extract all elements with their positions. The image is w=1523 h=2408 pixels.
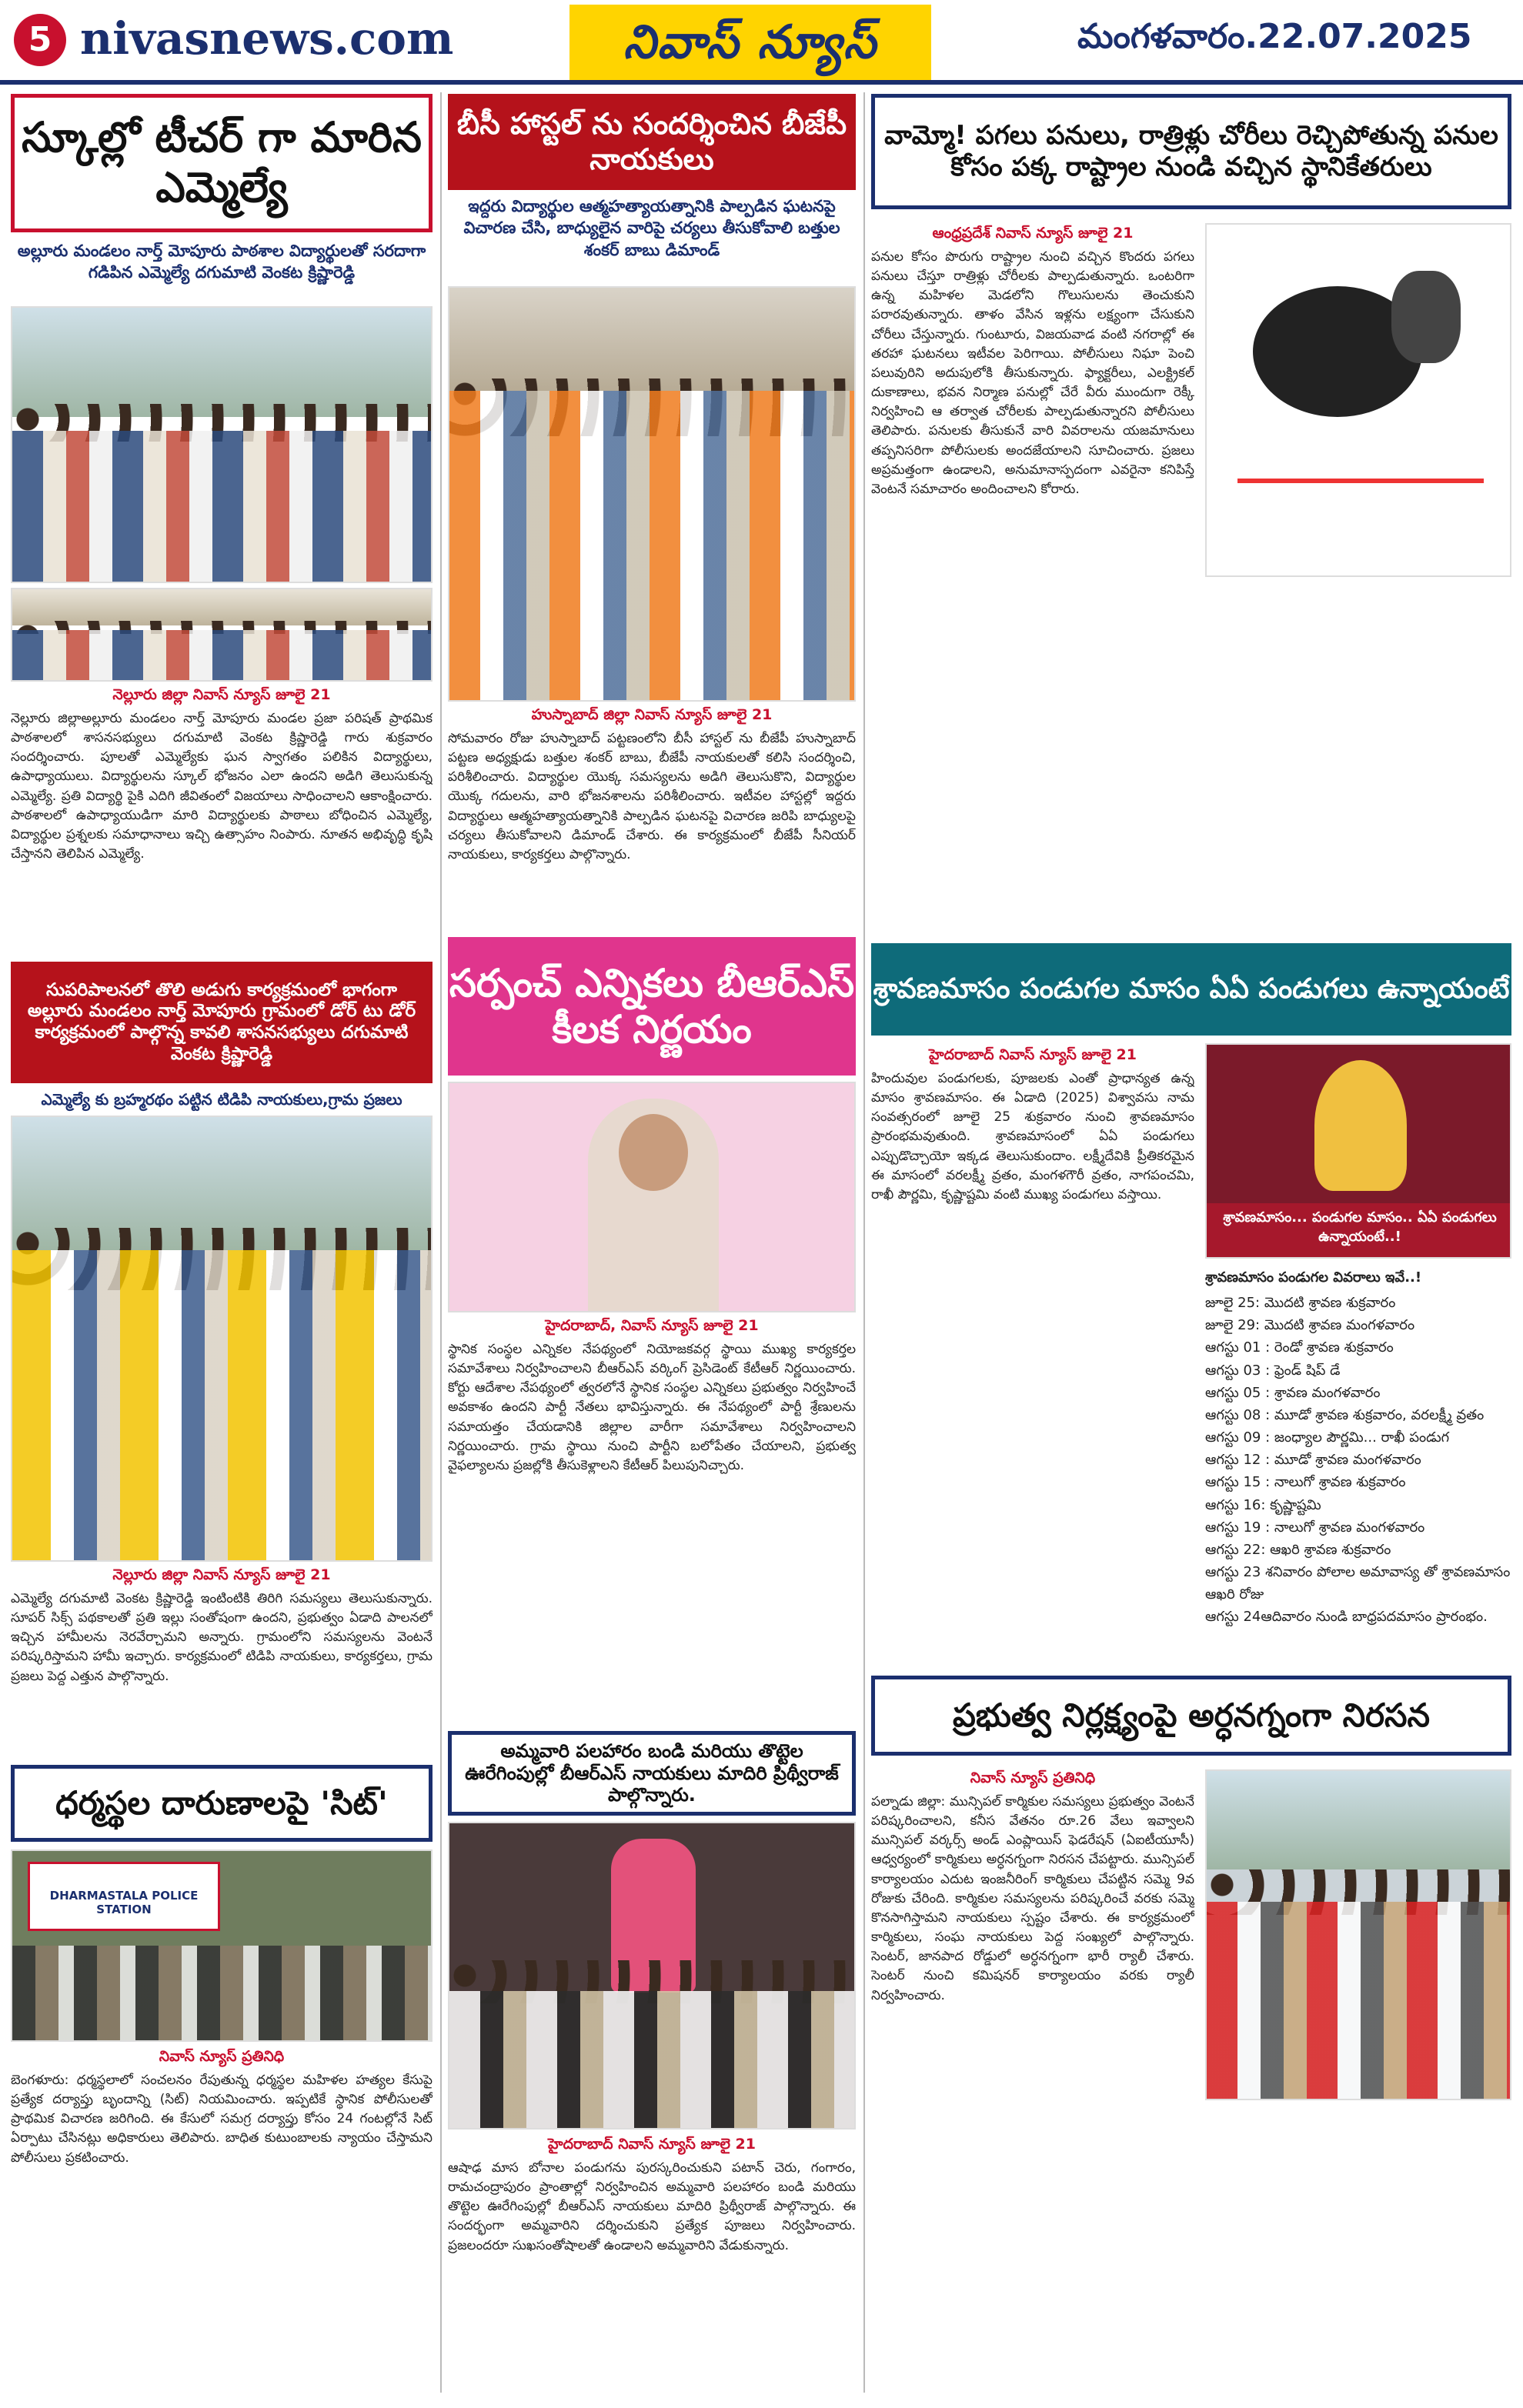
festival-item: జూలై 25: మొదటి శ్రావణ శుక్రవారం [1205,1295,1396,1312]
festival-item: ఆగస్టు 15 : నాలుగో శ్రావణ శుక్రవారం [1205,1474,1406,1491]
dateline: నివాస్ న్యూస్ ప్రతినిధి [159,2048,285,2065]
dateline: హుస్నాబాద్ జిల్లా నివాస్ న్యూస్ జూలై 21 [531,706,773,723]
article-body: పనుల కోసం పొరుగు రాష్ట్రాల నుంచి వచ్చిన కొందరు పగలు పనులు చేస్తూ రాత్రిళ్లు చోరీలకు పాల్పడుతున్నారు. ఒంటరిగా ఉన్న మహిళల మెడలోని గొలుసులను తెంచుకుని పరారవుతున్నారు. తాళం వేసిన ఇళ్లను లక్ష్యంగా చేసుకుని చోరీలు చేస్తున్నారు. గుంటూరు, విజయవాడ వంటి నగరాల్లో ఈ తరహా ఘటనలు ఇటీవల పెరిగాయి. పోలీసులు నిఘా పెంచి పలువురిని అదుపులోకి తీసుకున్నారు. ఫ్యాక్టరీలు, ఎలక్ట్రికల్ దుకాణాలు, భవన నిర్మాణ పనుల్లో చేరే వీరు ముందుగా రెక్కీ నిర్వహించి ఆ తర్వాత చోరీలకు పాల్పడుతున్నారని పోలీసులు తెలిపారు. పనులకు తీసుకునే వారి వివరాలను యజమానులు తప్పనిసరిగా పోలీసులకు అందజేయాలని సూచించారు. ప్రజలు అప్రమత్తంగా ఉండాలని, అనుమానాస్పదంగా ఎవరైనా కనిపిస్తే వెంటనే సమాచారం అందించాలని కోరారు. [871,249,1194,497]
festival-list [1205,1266,1511,1629]
headline-migrant-thefts: వామ్మో! పగలు పనులు, రాత్రిళ్లు చోరీలు రెచ్చిపోతున్న పనుల కోసం పక్క రాష్ట్రాల నుండి వచ్చిన స్థానికేతరులు [871,94,1511,209]
article-body: ఆషాఢ మాస బోనాల పండుగను పురస్కరించుకుని పటాన్ చెరు, గంగారం, రామచంద్రాపురం ప్రాంతాల్లో నిర్వహించిన అమ్మవారి పలహారం బండి మరియు తొట్టెల ఊరేగింపుల్లో బీఆర్ఎస్ నాయకులు మాదిరి ప్రిథ్వీరాజ్ పాల్గొన్నారు. ఈ సందర్భంగా అమ్మవారిని దర్శించుకుని ప్రత్యేక పూజలు నిర్వహించారు. ప్రజలందరూ సుఖసంతోషాలతో ఉండాలని అమ్మవారిని వేడుకున్నారు. [448,2160,856,2253]
dateline: నెల్లూరు జిల్లా నివాస్ న్యూస్ జూలై 21 [112,1566,331,1583]
festival-item: ఆగస్టు 24ఆదివారం నుండి బాధ్రపదమాసం ప్రారంభం. [1205,1609,1488,1626]
brand-logo: నివాస్ న్యూస్ [569,5,931,80]
festivals [1205,1292,1511,1628]
photo-ktr-speech [448,1082,856,1312]
issue-date: మంగళవారం.22.07.2025 [1077,17,1472,56]
headline-ammavari-procession: అమ్మవారి పలహారం బండి మరియు తొట్టెల ఊరేగింపుల్లో బీఆర్ఎస్ నాయకులు మాదిరి ప్రిథ్వీరాజ్ పాల్గొన్నారు. [448,1731,856,1816]
column-divider [863,92,865,2393]
photo-collage-door-to-door [11,1116,433,1562]
article-body: ఎమ్మెల్యే దగుమాటి వెంకట క్రిష్ణారెడ్డి ఇంటింటికి తిరిగి సమస్యలు తెలుసుకున్నారు. సూపర్ సిక్స్ పథకాలతో ప్రతి ఇల్లు సంతోషంగా ఉందని, ప్రభుత్వం ఏడాది పాలనలో ఇచ్చిన హామీలను నెరవేర్చామని అన్నారు. గ్రామంలోని సమస్యలను వెంటనే పరిష్కరిస్తామని హామీ ఇచ్చారు. కార్యక్రమంలో టిడిపి నాయకులు, కార్యకర్తలు, గ్రామ ప్రజలు పెద్ద ఎత్తున పాల్గొన్నారు. [11,1591,433,1684]
article-body: హిందువుల పండుగలకు, పూజలకు ఎంతో ప్రాధాన్యత ఉన్న మాసం శ్రావణమాసం. ఈ ఏడాది (2025) విశ్వావసు నామ సంవత్సరంలో జూలై 25 శుక్రవారం నుంచి శ్రావణమాసం ప్రారంభమవుతుంది. శ్రావణమాసంలో ఏఏ పండుగలు ఎప్పుడొచ్చాయో ఇక్కడ తెలుసుకుందాం. లక్ష్మీదేవికి ప్రీతికరమైన ఈ మాసంలో వరలక్ష్మీ వ్రతం, మంగళగౌరీ వ్రతం, నాగపంచమి, రాఖీ పౌర్ణమి, కృష్ణాష్టమి వంటి ముఖ్య పండుగలు వస్తాయి. [871,1071,1194,1202]
dateline: హైదరాబాద్, నివాస్ న్యూస్ జూలై 21 [545,1317,759,1334]
photo-procession [448,1822,856,2130]
masthead [0,0,1523,85]
photo-classroom [11,588,433,682]
dateline: హైదరాబాద్ నివాస్ న్యూస్ జూలై 21 [547,2136,756,2153]
photo-goddess [1205,1043,1511,1259]
subhead-door-to-door: ఎమ్మెల్యే కు బ్రహ్మరథం పట్టిన టిడిపి నాయకులు,గ్రామ ప్రజలు [41,1090,402,1109]
festival-item: ఆగస్టు 08 : మూడో శ్రావణ శుక్రవారం, వరలక్ష్మీ వ్రతం [1205,1406,1485,1423]
police-station-sign: DHARMASTALA POLICE STATION [28,1862,220,1931]
photo-collage-hostel [448,286,856,702]
festival-item: ఆగస్టు 16: కృష్ణాష్టమి [1205,1496,1321,1513]
photo-protest-collage [1205,1769,1511,2100]
cartoon-thief-illustration [1205,223,1511,577]
article-body: బెంగళూరు: ధర్మస్థలాలో సంచలనం రేపుతున్న ధర్మస్థల మహిళల హత్యల కేసుపై ప్రత్యేక దర్యాప్తు బృందాన్ని (సిట్) నియమించారు. ఇప్పటికే స్థానిక పోలీసులతో ప్రాథమిక విచారణ జరిగింది. ఈ కేసులో సమగ్ర దర్యాప్తు కోసం 24 గంటల్లోనే సిట్ ఏర్పాటు చేసినట్లు అధికారులు తెలిపారు. బాధిత కుటుంబాలకు న్యాయం చేస్తామని పోలీసులు ప్రకటించారు. [11,2073,433,2166]
festival-item: ఆగస్టు 12 : మూడో శ్రావణ మంగళవారం [1205,1452,1421,1469]
page-number: 5 [14,14,66,66]
site-name[interactable]: nivasnews.com [80,12,454,65]
headline-protest: ప్రభుత్వ నిర్లక్ష్యంపై అర్ధనగ్నంగా నిరసన [871,1676,1511,1756]
article-body: సోమవారం రోజు హుస్నాబాద్ పట్టణంలోని బీసీ హాస్టల్ ను బీజేపీ హుస్నాబాద్ పట్టణ అధ్యక్షుడు బత్తుల శంకర్ బాబు, బీజేపీ నాయకులతో కలిసి సందర్శించి, పరిశీలించారు. విద్యార్థుల యొక్క సమస్యలను అడిగి తెలుసుకొని, విద్యార్థుల యొక్క గదులను, వారి భోజనశాలను పరిశీలించారు. ఇటీవల హాస్టల్లో ఇద్దరు విద్యార్థులు ఆత్మహత్యాయత్నానికి పాల్పడిన ఘటనపై విచారణ జరిపి బాధ్యులపై చర్యలు తీసుకోవాలని డిమాండ్ చేశారు. ఈ కార్యక్రమంలో బీజేపీ సీనియర్ నాయకులు, కార్యకర్తలు పాల్గొన్నారు. [448,731,856,862]
festival-item: ఆగస్టు 01 : రెండో శ్రావణ శుక్రవారం [1205,1339,1394,1356]
dateline: హైదరాబాద్ నివాస్ న్యూస్ జూలై 21 [928,1046,1137,1063]
list-intro: శ్రావణమాసం పండుగల వివరాలు ఇవే..! [1205,1269,1422,1286]
dateline: నెల్లూరు జిల్లా నివాస్ న్యూస్ జూలై 21 [112,686,331,703]
festival-item: ఆగస్టు 23 శనివారం పోలాల అమావాస్య తో శ్రావణమాసం ఆఖరి రోజు [1205,1564,1511,1603]
subhead-teacher-mla: అల్లూరు మండలం నార్త్ మోపూరు పాఠశాల విద్యార్థులతో సరదాగా గడిపిన ఎమ్మెల్యే దగుమాటి వెంకట క్రిష్ణారెడ్డి [17,242,426,282]
photo-mla-students [11,306,433,583]
festival-item: ఆగస్టు 22: ఆఖరి శ్రావణ శుక్రవారం [1205,1541,1391,1558]
festival-item: ఆగస్టు 09 : జంధ్యాల పౌర్ణమి... రాఖీ పండుగ [1205,1429,1450,1446]
article-body: పల్నాడు జిల్లా: మున్సిపల్ కార్మికుల సమస్యలు ప్రభుత్వం వెంటనే పరిష్కరించాలని, కనీస వేతనం రూ.26 వేలు ఇవ్వాలని మున్సిపల్ వర్కర్స్ అండ్ ఎంప్లాయిస్ ఫెడరేషన్ (ఏఐటీయూసీ) ఆధ్వర్యంలో కార్మికులు అర్ధనగ్నంగా నిరసన చేపట్టారు. మున్సిపల్ కార్యాలయం ఎదుట ఇంజనీరింగ్ కార్మికులు చేపట్టిన సమ్మె 9వ రోజుకు చేరింది. కార్మికుల సమస్యలను పరిష్కరించే వరకు సమ్మె కొనసాగిస్తామని నాయకులు స్పష్టం చేశారు. ఈ కార్యక్రమంలో కార్మికులు, సంఘ నాయకులు పెద్ద సంఖ్యలో పాల్గొన్నారు. సెంటర్, జానపాద రోడ్డులో అర్ధనగ్నంగా భారీ ర్యాలీ చేశారు. సెంటర్ నుంచి కమిషనర్ కార్యాలయం వరకు ర్యాలీ నిర్వహించారు. [871,1794,1194,2003]
article-body: నెల్లూరు జిల్లాఅల్లూరు మండలం నార్త్ మోపూరు మండల ప్రజా పరిషత్ ప్రాథమిక పాఠశాలలో శాసనసభ్యులు దగుమాటి వెంకట క్రిష్ణారెడ్డి గారు శుక్రవారం సందర్శించారు. పూలతో ఎమ్మెల్యేకు ఘన స్వాగతం పలికిన విద్యార్థులు, ఉపాధ్యాయులు. విద్యార్థులను స్కూల్ భోజనం ఎలా ఉందని అడిగి తెలుసుకున్న ఎమ్మెల్యే. ప్రతి విద్యార్థి పైకి ఎదిగి జీవితంలో విజయాలు సాధించాలని ఆకాంక్షించారు. పాఠశాలలో ఉపాధ్యాయుడిగా మారి విద్యార్థులకు పాఠాలు బోధించిన ఎమ్మెల్యే, విద్యార్థుల ప్రశ్నలకు సమాధానాలు ఇచ్చి ఉత్సాహం నింపారు. నూతన అభివృద్ధి కృషి చేస్తానని తెలిపిన ఎమ్మెల్యే. [11,711,433,862]
headline-teacher-mla: స్కూల్లో టీచర్ గా మారిన ఎమ్మెల్యే [11,94,433,232]
dateline: నివాస్ న్యూస్ ప్రతినిధి [970,1769,1096,1786]
festival-item: ఆగస్టు 05 : శ్రావణ మంగళవారం [1205,1384,1381,1401]
subhead-bc-hostel: ఇద్దరు విద్యార్థుల ఆత్మహత్యాయత్నానికి పాల్పడిన ఘటనపై విచారణ చేసి, బాధ్యులైన వారిపై చర్యలు తీసుకోవాలి బత్తుల శంకర్ బాబు డిమాండ్ [463,197,840,259]
headline-sarpanch-elections: సర్పంచ్ ఎన్నికలు బీఆర్ఎస్ కీలక నిర్ణయం [448,937,856,1076]
column-divider [440,92,442,2393]
festival-item: ఆగస్టు 03 : ఫ్రెండ్ షిప్ డే [1205,1362,1341,1379]
festival-item: ఆగస్టు 19 : నాలుగో శ్రావణ మంగళవారం [1205,1519,1425,1536]
headline-sravana-masam: శ్రావణమాసం పండుగల మాసం ఏఏ పండుగలు ఉన్నాయంటే [871,943,1511,1036]
image-caption: శ్రావణమాసం... పండుగల మాసం.. ఏఏ పండుగలు ఉన్నాయంటే..! [1207,1203,1511,1257]
dateline: ఆంధ్రప్రదేశ్ నివాస్ న్యూస్ జూలై 21 [932,225,1134,242]
article-body: స్థానిక సంస్థల ఎన్నికల నేపథ్యంలో నియోజకవర్గ స్థాయి ముఖ్య కార్యకర్తల సమావేశాలు నిర్వహించాలని బీఆర్ఎస్ వర్కింగ్ ప్రెసిడెంట్ కేటీఆర్ నిర్ణయించారు. కోర్టు ఆదేశాల నేపథ్యంలో త్వరలోనే స్థానిక సంస్థల ఎన్నికలు ప్రభుత్వం నిర్వహించే అవకాశం ఉందని పార్టీ నేతలు భావిస్తున్నారు. ఈ నేపథ్యంలో పార్టీ శ్రేణులను సమాయత్తం చేయడానికి జిల్లాల వారీగా సమావేశాలు నిర్వహించాలని నిర్ణయించారు. గ్రామ స్థాయి నుంచి పార్టీని బలోపేతం చేయాలని, ప్రభుత్వ వైఫల్యాలను ప్రజల్లోకి తీసుకెళ్లాలని కేటీఆర్ పిలుపునిచ్చారు. [448,1342,856,1473]
festival-item: జూలై 29: మొదటి శ్రావణ మంగళవారం [1205,1317,1415,1334]
headline-bc-hostel: బీసీ హాస్టల్ ను సందర్శించిన బీజేపీ నాయకులు [448,94,856,190]
photo-police-station [11,1849,433,2042]
headline-door-to-door: సుపరిపాలనలో తొలి అడుగు కార్యక్రమంలో భాగంగా అల్లూరు మండలం నార్త్ మోపూరు గ్రామంలో డోర్ టు డోర్ కార్యక్రమంలో పాల్గొన్న కావలి శాసనసభ్యులు దగుమాటి వెంకట క్రిష్ణారెడ్డి [11,962,433,1083]
headline-dharmastala-sit: ధర్మస్థల దారుణాలపై 'సిట్' [11,1765,433,1842]
